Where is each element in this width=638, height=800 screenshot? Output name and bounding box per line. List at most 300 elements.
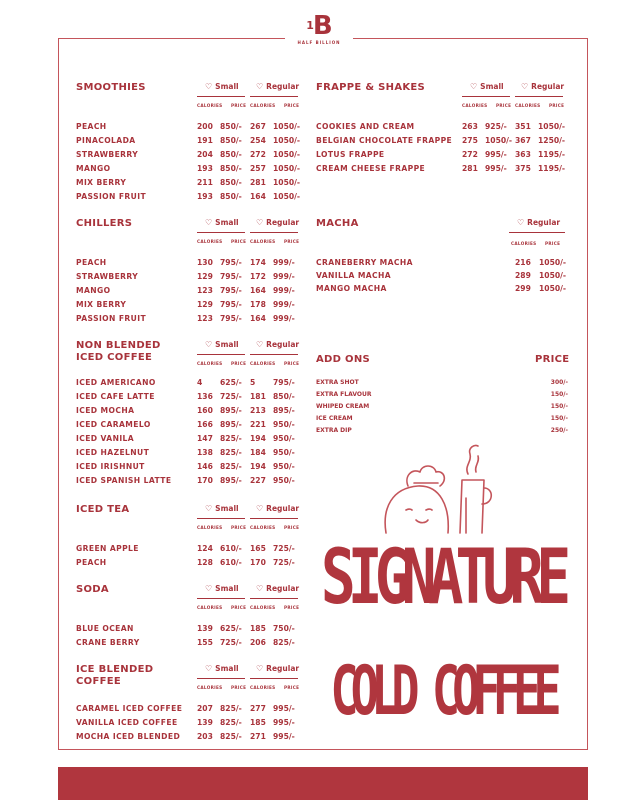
cup-icon: ♡ — [205, 584, 213, 593]
small-price: 795/- — [220, 314, 242, 323]
logo-letter: B — [312, 11, 332, 41]
iced_tea-regular-line — [250, 518, 298, 519]
item-name: VANILLA ICED COFFEE — [76, 718, 178, 727]
soda-small-price-header: PRICE — [231, 605, 247, 610]
ice_blended-regular-size-header — [256, 664, 299, 673]
frappe-small-size-label: Small — [480, 82, 504, 91]
non_blended-small-size-label: Small — [215, 340, 239, 349]
small-price: 825/- — [220, 434, 242, 443]
barista-mascot-illustration — [378, 428, 498, 538]
small-price: 795/- — [220, 272, 242, 281]
item-name: MOCHA ICED BLENDED — [76, 732, 181, 741]
small-price: 895/- — [220, 406, 242, 415]
item-name: ICED HAZELNUT — [76, 448, 150, 457]
regular-price: 995/- — [273, 718, 295, 727]
small-price: 825/- — [220, 718, 242, 727]
non_blended-small-line — [197, 354, 245, 355]
addon-name: WHIPED CREAM — [316, 403, 370, 410]
macha-title: MACHA — [316, 218, 359, 229]
small-calories: 124 — [197, 544, 213, 553]
small-calories: 211 — [197, 178, 213, 187]
regular-calories: 367 — [515, 136, 531, 145]
cup-icon: ♡ — [256, 82, 264, 91]
item-name: MIX BERRY — [76, 300, 127, 309]
soda-item-row — [76, 623, 320, 634]
regular-price: 999/- — [273, 272, 295, 281]
small-price: 610/- — [220, 558, 242, 567]
regular-calories: 257 — [250, 164, 266, 173]
regular-calories: 227 — [250, 476, 266, 485]
regular-price: 999/- — [273, 300, 295, 309]
small-calories: 155 — [197, 638, 213, 647]
item-name: ICED AMERICANO — [76, 378, 156, 387]
cup-icon: ♡ — [205, 218, 213, 227]
small-price: 895/- — [220, 420, 242, 429]
chillers-item-row — [76, 257, 320, 268]
iced_tea-regular-calories-header: CALORIES — [250, 525, 276, 530]
regular-price: 950/- — [273, 420, 295, 429]
smoothies-item-row — [76, 177, 320, 188]
soda-regular-size-label: Regular — [266, 584, 300, 593]
cup-icon: ♡ — [256, 664, 264, 673]
small-price: 825/- — [220, 704, 242, 713]
item-name: BELGIAN CHOCOLATE FRAPPE — [316, 136, 453, 145]
smoothies-item-row — [76, 149, 320, 160]
regular-price: 950/- — [273, 476, 295, 485]
small-calories: 123 — [197, 286, 213, 295]
chillers-small-price-header: PRICE — [231, 239, 247, 244]
addon-price: 300/- — [550, 379, 568, 386]
item-name: MANGO — [76, 164, 111, 173]
signature-line2: COLD COFFEE — [330, 651, 554, 732]
non_blended-small-calories-header: CALORIES — [197, 361, 223, 366]
regular-calories: 351 — [515, 122, 531, 131]
item-name: GREEN APPLE — [76, 544, 139, 553]
item-name: PEACH — [76, 258, 107, 267]
cup-icon: ♡ — [470, 82, 478, 91]
item-name: PEACH — [76, 558, 107, 567]
small-calories: 129 — [197, 272, 213, 281]
small-price: 625/- — [220, 378, 242, 387]
ice_blended-regular-calories-header: CALORIES — [250, 685, 276, 690]
regular-price: 950/- — [273, 448, 295, 457]
addon-price: 250/- — [550, 427, 568, 434]
ice_blended-regular-price-header: PRICE — [284, 685, 300, 690]
chillers-small-size-label: Small — [215, 218, 239, 227]
small-calories: 193 — [197, 192, 213, 201]
item-name: STRAWBERRY — [76, 150, 139, 159]
brand-logo — [293, 12, 345, 56]
small-calories: 160 — [197, 406, 213, 415]
item-name: ICED VANILA — [76, 434, 135, 443]
iced_tea-regular-size-label: Regular — [266, 504, 300, 513]
frappe-small-calories-header: CALORIES — [462, 103, 488, 108]
regular-price: 850/- — [273, 392, 295, 401]
small-calories: 203 — [197, 732, 213, 741]
iced_tea-regular-size-header — [256, 504, 299, 513]
small-price: 795/- — [220, 300, 242, 309]
soda-item-row — [76, 637, 320, 648]
small-calories: 139 — [197, 624, 213, 633]
item-name: CRANE BERRY — [76, 638, 140, 647]
small-price: 850/- — [220, 178, 242, 187]
addon-name: ICE CREAM — [316, 415, 353, 422]
small-price: 850/- — [220, 192, 242, 201]
logo-subtitle: HALF BILLION — [297, 40, 341, 45]
item-name: PASSION FRUIT — [76, 192, 147, 201]
regular-calories: 185 — [250, 624, 266, 633]
frappe-item-row — [316, 163, 585, 174]
item-name: COOKIES AND CREAM — [316, 122, 415, 131]
regular-calories: 281 — [250, 178, 266, 187]
regular-calories: 178 — [250, 300, 266, 309]
small-calories: 263 — [462, 122, 478, 131]
non_blended-regular-calories-header: CALORIES — [250, 361, 276, 366]
smoothies-item-row — [76, 163, 320, 174]
small-price: 725/- — [220, 638, 242, 647]
macha-item-row — [316, 270, 571, 281]
small-price: 825/- — [220, 462, 242, 471]
small-price: 795/- — [220, 286, 242, 295]
regular-price: 1050/- — [273, 178, 301, 187]
small-calories: 191 — [197, 136, 213, 145]
soda-small-size-label: Small — [215, 584, 239, 593]
non_blended-item-row — [76, 419, 320, 430]
non_blended-item-row — [76, 461, 320, 472]
small-calories: 138 — [197, 448, 213, 457]
small-calories: 128 — [197, 558, 213, 567]
smoothies-regular-line — [250, 96, 298, 97]
item-name: MANGO — [76, 286, 111, 295]
regular-price: 1195/- — [538, 150, 566, 159]
small-price: 995/- — [485, 164, 507, 173]
regular-calories: 164 — [250, 314, 266, 323]
regular-calories: 272 — [250, 150, 266, 159]
macha-regular-line — [509, 232, 565, 233]
small-calories: 204 — [197, 150, 213, 159]
chillers-regular-line — [250, 232, 298, 233]
ice_blended-title: ICE BLENDED — [76, 664, 154, 675]
chillers-regular-calories-header: CALORIES — [250, 239, 276, 244]
smoothies-small-line — [197, 96, 245, 97]
item-name: ICED CARAMELO — [76, 420, 151, 429]
small-calories: 130 — [197, 258, 213, 267]
addons-price-label: PRICE — [535, 354, 570, 365]
chillers-small-size-header — [205, 218, 239, 227]
frappe-regular-calories-header: CALORIES — [515, 103, 541, 108]
regular-calories: 194 — [250, 462, 266, 471]
small-price: 825/- — [220, 448, 242, 457]
regular-price: 1050/- — [539, 284, 567, 293]
item-name: MIX BERRY — [76, 178, 127, 187]
regular-calories: 181 — [250, 392, 266, 401]
cup-icon: ♡ — [205, 340, 213, 349]
small-price: 895/- — [220, 476, 242, 485]
small-calories: 170 — [197, 476, 213, 485]
regular-calories: 165 — [250, 544, 266, 553]
addons-title: ADD ONS — [316, 354, 370, 365]
regular-price: 950/- — [273, 434, 295, 443]
macha-regular-price-header: PRICE — [545, 241, 561, 246]
ice_blended-small-size-header — [205, 664, 239, 673]
macha-regular-size-header — [517, 218, 560, 227]
regular-price: 895/- — [273, 406, 295, 415]
ice_blended-regular-line — [250, 678, 298, 679]
regular-price: 1050/- — [273, 192, 301, 201]
soda-small-line — [197, 598, 245, 599]
regular-calories: 254 — [250, 136, 266, 145]
item-name: PINACOLADA — [76, 136, 136, 145]
non_blended-small-size-header — [205, 340, 239, 349]
small-price: 850/- — [220, 150, 242, 159]
ice_blended-item-row — [76, 703, 320, 714]
cup-icon: ♡ — [517, 218, 525, 227]
ice_blended-small-size-label: Small — [215, 664, 239, 673]
ice_blended-small-calories-header: CALORIES — [197, 685, 223, 690]
regular-price: 1050/- — [273, 122, 301, 131]
small-calories: 281 — [462, 164, 478, 173]
regular-calories: 277 — [250, 704, 266, 713]
chillers-item-row — [76, 299, 320, 310]
small-price: 850/- — [220, 164, 242, 173]
regular-price: 1250/- — [538, 136, 566, 145]
regular-calories: 5 — [250, 378, 256, 387]
small-calories: 272 — [462, 150, 478, 159]
regular-price: 1050/- — [539, 271, 567, 280]
smoothies-item-row — [76, 121, 320, 132]
item-name: PASSION FRUIT — [76, 314, 147, 323]
regular-calories: 194 — [250, 434, 266, 443]
frappe-regular-line — [515, 96, 563, 97]
macha-regular-size-label: Regular — [527, 218, 561, 227]
addon-name: EXTRA FLAVOUR — [316, 391, 372, 398]
regular-calories: 221 — [250, 420, 266, 429]
chillers-small-calories-header: CALORIES — [197, 239, 223, 244]
ice_blended-small-line — [197, 678, 245, 679]
ice_blended-regular-size-label: Regular — [266, 664, 300, 673]
item-name: CARAMEL ICED COFFEE — [76, 704, 183, 713]
non_blended-regular-size-label: Regular — [266, 340, 300, 349]
smoothies-small-calories-header: CALORIES — [197, 103, 223, 108]
item-name: STRAWBERRY — [76, 272, 139, 281]
soda-regular-calories-header: CALORIES — [250, 605, 276, 610]
iced_tea-item-row — [76, 557, 320, 568]
regular-calories: 299 — [515, 284, 531, 293]
small-calories: 200 — [197, 122, 213, 131]
item-name: PEACH — [76, 122, 107, 131]
regular-price: 995/- — [273, 732, 295, 741]
chillers-regular-price-header: PRICE — [284, 239, 300, 244]
non_blended-item-row — [76, 475, 320, 486]
soda-small-calories-header: CALORIES — [197, 605, 223, 610]
iced_tea-item-row — [76, 543, 320, 554]
regular-calories: 375 — [515, 164, 531, 173]
small-price: 995/- — [485, 150, 507, 159]
regular-price: 999/- — [273, 314, 295, 323]
regular-calories: 271 — [250, 732, 266, 741]
small-calories: 4 — [197, 378, 203, 387]
regular-calories: 164 — [250, 286, 266, 295]
small-price: 850/- — [220, 136, 242, 145]
regular-price: 1195/- — [538, 164, 566, 173]
regular-price: 725/- — [273, 558, 295, 567]
small-price: 795/- — [220, 258, 242, 267]
small-price: 610/- — [220, 544, 242, 553]
cup-icon: ♡ — [256, 584, 264, 593]
regular-calories: 216 — [515, 258, 531, 267]
ice_blended-title-line2: COFFEE — [76, 676, 121, 687]
small-price: 850/- — [220, 122, 242, 131]
non_blended-regular-price-header: PRICE — [284, 361, 300, 366]
regular-price: 1050/- — [539, 258, 567, 267]
regular-price: 825/- — [273, 638, 295, 647]
cup-icon: ♡ — [521, 82, 529, 91]
chillers-item-row — [76, 285, 320, 296]
non_blended-item-row — [76, 433, 320, 444]
smoothies-regular-size-label: Regular — [266, 82, 300, 91]
smoothies-regular-price-header: PRICE — [284, 103, 300, 108]
regular-calories: 184 — [250, 448, 266, 457]
smoothies-item-row — [76, 191, 320, 202]
regular-price: 725/- — [273, 544, 295, 553]
soda-small-size-header — [205, 584, 239, 593]
ice_blended-item-row — [76, 717, 320, 728]
small-calories: 147 — [197, 434, 213, 443]
chillers-item-row — [76, 271, 320, 282]
cup-icon: ♡ — [205, 664, 213, 673]
smoothies-regular-size-header — [256, 82, 299, 91]
regular-calories: 289 — [515, 271, 531, 280]
cup-icon: ♡ — [256, 218, 264, 227]
frappe-item-row — [316, 149, 585, 160]
small-calories: 146 — [197, 462, 213, 471]
ice_blended-item-row — [76, 731, 320, 742]
regular-calories: 206 — [250, 638, 266, 647]
cup-icon: ♡ — [256, 340, 264, 349]
small-calories: 129 — [197, 300, 213, 309]
regular-price: 1050/- — [538, 122, 566, 131]
frappe-regular-size-label: Regular — [531, 82, 565, 91]
small-calories: 123 — [197, 314, 213, 323]
non_blended-regular-size-header — [256, 340, 299, 349]
regular-price: 795/- — [273, 378, 295, 387]
smoothies-small-size-label: Small — [215, 82, 239, 91]
frappe-small-price-header: PRICE — [496, 103, 512, 108]
cup-icon: ♡ — [205, 504, 213, 513]
small-price: 925/- — [485, 122, 507, 131]
chillers-regular-size-label: Regular — [266, 218, 300, 227]
item-name: ICED MOCHA — [76, 406, 135, 415]
regular-price: 1050/- — [273, 136, 301, 145]
frappe-title: FRAPPE & SHAKES — [316, 82, 426, 93]
regular-calories: 174 — [250, 258, 266, 267]
small-calories: 166 — [197, 420, 213, 429]
iced_tea-regular-price-header: PRICE — [284, 525, 300, 530]
frappe-small-size-header — [470, 82, 504, 91]
item-name: BLUE OCEAN — [76, 624, 134, 633]
non_blended-title: NON BLENDED — [76, 340, 161, 351]
soda-regular-size-header — [256, 584, 299, 593]
small-calories: 136 — [197, 392, 213, 401]
regular-price: 1050/- — [273, 150, 301, 159]
non_blended-title-line2: ICED COFFEE — [76, 352, 153, 363]
chillers-regular-size-header — [256, 218, 299, 227]
soda-regular-price-header: PRICE — [284, 605, 300, 610]
regular-price: 995/- — [273, 704, 295, 713]
regular-price: 1050/- — [273, 164, 301, 173]
item-name: MANGO MACHA — [316, 284, 387, 293]
logo-fraction-top: 1 — [306, 19, 313, 32]
small-price: 625/- — [220, 624, 242, 633]
bottom-bar — [58, 767, 588, 800]
regular-price: 999/- — [273, 258, 295, 267]
regular-calories: 170 — [250, 558, 266, 567]
item-name: ICED CAFE LATTE — [76, 392, 155, 401]
item-name: ICED SPANISH LATTE — [76, 476, 172, 485]
small-calories: 207 — [197, 704, 213, 713]
soda-regular-line — [250, 598, 298, 599]
frappe-item-row — [316, 135, 585, 146]
cup-icon: ♡ — [256, 504, 264, 513]
regular-calories: 363 — [515, 150, 531, 159]
cup-icon: ♡ — [205, 82, 213, 91]
small-price: 1050/- — [485, 136, 513, 145]
macha-regular-calories-header: CALORIES — [511, 241, 537, 246]
soda-title: SODA — [76, 584, 109, 595]
macha-item-row — [316, 283, 571, 294]
ice_blended-small-price-header: PRICE — [231, 685, 247, 690]
item-name: LOTUS FRAPPE — [316, 150, 385, 159]
frappe-small-line — [462, 96, 510, 97]
frappe-regular-price-header: PRICE — [549, 103, 565, 108]
small-price: 825/- — [220, 732, 242, 741]
item-name: CRANEBERRY MACHA — [316, 258, 413, 267]
smoothies-small-price-header: PRICE — [231, 103, 247, 108]
addon-name: EXTRA DIP — [316, 427, 352, 434]
smoothies-title: SMOOTHIES — [76, 82, 146, 93]
item-name: VANILLA MACHA — [316, 271, 392, 280]
macha-item-row — [316, 257, 571, 268]
smoothies-item-row — [76, 135, 320, 146]
addon-price: 150/- — [550, 403, 568, 410]
non_blended-item-row — [76, 405, 320, 416]
regular-calories: 267 — [250, 122, 266, 131]
non_blended-item-row — [76, 447, 320, 458]
item-name: ICED IRISHNUT — [76, 462, 145, 471]
regular-price: 950/- — [273, 462, 295, 471]
regular-calories: 185 — [250, 718, 266, 727]
iced_tea-small-calories-header: CALORIES — [197, 525, 223, 530]
item-name: CREAM CHEESE FRAPPE — [316, 164, 426, 173]
smoothies-regular-calories-header: CALORIES — [250, 103, 276, 108]
small-calories: 193 — [197, 164, 213, 173]
addon-price: 150/- — [550, 415, 568, 422]
smoothies-small-size-header — [205, 82, 239, 91]
iced_tea-small-line — [197, 518, 245, 519]
regular-price: 999/- — [273, 286, 295, 295]
iced_tea-small-size-header — [205, 504, 239, 513]
addon-price: 150/- — [550, 391, 568, 398]
iced_tea-small-size-label: Small — [215, 504, 239, 513]
frappe-item-row — [316, 121, 585, 132]
regular-calories: 164 — [250, 192, 266, 201]
chillers-title: CHILLERS — [76, 218, 133, 229]
small-calories: 139 — [197, 718, 213, 727]
non_blended-small-price-header: PRICE — [231, 361, 247, 366]
addon-name: EXTRA SHOT — [316, 379, 359, 386]
logo-mark — [293, 12, 345, 40]
chillers-small-line — [197, 232, 245, 233]
